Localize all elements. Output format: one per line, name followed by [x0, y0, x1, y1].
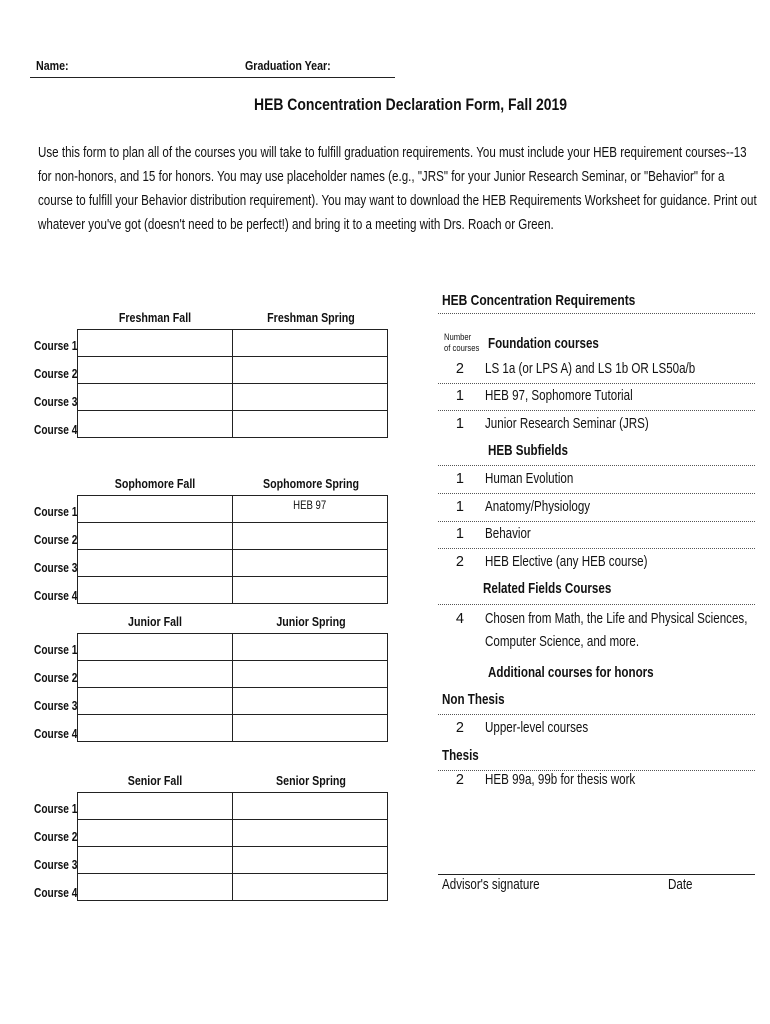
sophomore-fall-header: Sophomore Fall — [114, 476, 196, 491]
course-count: 2 — [455, 772, 464, 788]
course-cell[interactable] — [78, 847, 233, 874]
junior-fall-header: Junior Fall — [128, 614, 182, 629]
requirement-item: Upper-level courses — [485, 720, 589, 736]
requirement-item-continued: Computer Science, and more. — [485, 634, 640, 650]
divider — [438, 770, 755, 771]
freshman-course-grid — [77, 329, 388, 438]
course-count: 1 — [455, 471, 464, 487]
course-cell[interactable] — [233, 793, 388, 820]
divider — [438, 383, 755, 384]
row-label: Course 4 — [34, 885, 78, 900]
number-of-courses-header: Number of courses — [444, 332, 480, 353]
row-label: Course 2 — [34, 366, 78, 381]
senior-fall-header: Senior Fall — [127, 773, 183, 788]
row-label: Course 3 — [34, 394, 78, 409]
intro-line: for non-honors, and 15 for honors. You may use placeholder names (e.g., "JRS" for your Junior Research Seminar, or "Behavior" for a — [38, 169, 725, 185]
requirement-item: LS 1a (or LPS A) and LS 1b OR LS50a/b — [485, 361, 696, 377]
requirement-item: Behavior — [485, 526, 531, 542]
row-label: Course 1 — [34, 338, 78, 353]
row-label: Course 1 — [34, 642, 78, 657]
requirement-item: HEB 99a, 99b for thesis work — [485, 772, 636, 788]
junior-spring-header: Junior Spring — [276, 614, 346, 629]
course-cell[interactable] — [233, 634, 388, 661]
date-label: Date — [668, 877, 693, 893]
honors-header: Additional courses for honors — [488, 665, 654, 681]
course-cell[interactable] — [233, 330, 388, 357]
row-label: Course 3 — [34, 560, 78, 575]
requirement-item: Anatomy/Physiology — [485, 499, 591, 515]
course-cell[interactable] — [78, 874, 233, 901]
course-count: 2 — [455, 720, 464, 736]
divider — [438, 548, 755, 549]
course-count: 1 — [455, 416, 464, 432]
row-label: Course 1 — [34, 504, 78, 519]
sophomore-course-grid — [77, 495, 388, 604]
row-label: Course 2 — [34, 829, 78, 844]
course-cell[interactable] — [78, 411, 233, 438]
row-label: Course 3 — [34, 698, 78, 713]
course-cell[interactable] — [233, 820, 388, 847]
signature-line — [438, 874, 755, 875]
row-label: Course 2 — [34, 670, 78, 685]
course-cell[interactable] — [233, 550, 388, 577]
course-cell[interactable] — [78, 384, 233, 411]
row-label: Course 1 — [34, 801, 78, 816]
course-cell[interactable] — [233, 384, 388, 411]
intro-line: course to fulfill your Behavior distribution requirement). You may want to download the HEB Requirements Worksheet for guidance. Print out — [38, 193, 757, 209]
course-count: 1 — [455, 388, 464, 404]
senior-spring-header: Senior Spring — [276, 773, 346, 788]
course-count: 1 — [455, 499, 464, 515]
divider — [438, 714, 755, 715]
sophomore-spring-header: Sophomore Spring — [263, 476, 359, 491]
course-cell[interactable] — [78, 357, 233, 384]
intro-paragraph — [38, 141, 770, 237]
row-label: Course 4 — [34, 588, 78, 603]
course-cell[interactable] — [233, 411, 388, 438]
course-cell[interactable] — [233, 577, 388, 604]
intro-line: Use this form to plan all of the courses you will take to fulfill graduation requirements. You must include your HEB requirement courses--13 — [38, 145, 747, 161]
course-cell[interactable] — [78, 715, 233, 742]
graduation-year-label: Graduation Year: — [245, 58, 331, 73]
course-cell[interactable] — [233, 661, 388, 688]
requirement-item: Human Evolution — [485, 471, 574, 487]
freshman-fall-header: Freshman Fall — [118, 310, 192, 325]
course-cell[interactable] — [233, 523, 388, 550]
requirement-item: Junior Research Seminar (JRS) — [485, 416, 649, 432]
non-thesis-label: Non Thesis — [442, 692, 505, 708]
foundation-header: Foundation courses — [488, 336, 599, 352]
course-cell[interactable] — [78, 688, 233, 715]
page-title: HEB Concentration Declaration Form, Fall 2019 — [254, 95, 567, 114]
divider — [438, 313, 755, 314]
course-cell[interactable] — [233, 847, 388, 874]
senior-course-grid — [77, 792, 388, 901]
intro-line: whatever you've got (doesn't need to be perfect!) and bring it to a meeting with Drs. Roach or Green. — [38, 217, 554, 233]
name-label: Name: — [36, 58, 69, 73]
requirement-item: Chosen from Math, the Life and Physical Sciences, — [485, 611, 748, 627]
divider — [438, 521, 755, 522]
divider — [438, 604, 755, 605]
course-cell[interactable] — [78, 634, 233, 661]
requirement-item: HEB 97, Sophomore Tutorial — [485, 388, 633, 404]
course-cell[interactable] — [78, 496, 233, 523]
course-cell[interactable] — [78, 793, 233, 820]
course-cell[interactable] — [78, 523, 233, 550]
requirements-title: HEB Concentration Requirements — [442, 292, 636, 309]
course-count: 2 — [455, 554, 464, 570]
course-cell[interactable] — [233, 874, 388, 901]
course-count: 1 — [455, 526, 464, 542]
course-cell[interactable] — [233, 688, 388, 715]
divider — [438, 410, 755, 411]
course-cell[interactable] — [78, 330, 233, 357]
subfields-header: HEB Subfields — [488, 443, 568, 459]
course-cell[interactable] — [78, 820, 233, 847]
row-label: Course 3 — [34, 857, 78, 872]
course-cell[interactable] — [78, 577, 233, 604]
row-label: Course 4 — [34, 726, 78, 741]
course-cell[interactable] — [78, 661, 233, 688]
related-fields-header: Related Fields Courses — [483, 581, 612, 597]
requirement-item: HEB Elective (any HEB course) — [485, 554, 648, 570]
row-label: Course 4 — [34, 422, 78, 437]
course-cell[interactable] — [233, 357, 388, 384]
course-cell[interactable]: HEB 97 — [233, 496, 388, 523]
name-underline — [30, 77, 395, 78]
freshman-spring-header: Freshman Spring — [267, 310, 355, 325]
junior-course-grid — [77, 633, 388, 742]
course-count: 2 — [455, 361, 464, 377]
divider — [438, 493, 755, 494]
advisor-signature-label: Advisor's signature — [442, 877, 540, 893]
course-cell[interactable] — [233, 715, 388, 742]
course-cell[interactable] — [78, 550, 233, 577]
thesis-label: Thesis — [442, 748, 479, 764]
course-count: 4 — [455, 611, 464, 627]
row-label: Course 2 — [34, 532, 78, 547]
divider — [438, 465, 755, 466]
